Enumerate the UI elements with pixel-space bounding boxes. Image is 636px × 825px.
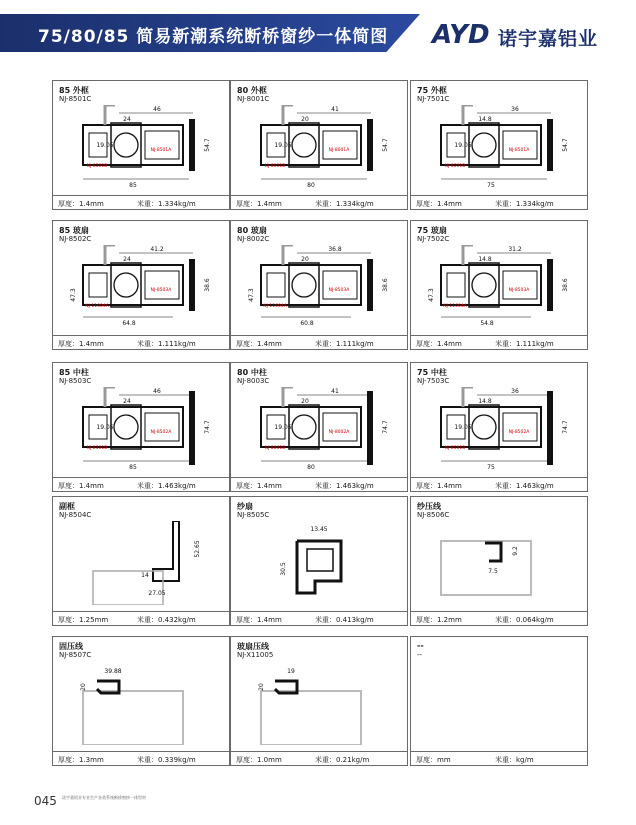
spec-row [411, 477, 587, 492]
dim-height: 20 [258, 683, 265, 691]
weight-value: 米重：0.064kg/m [495, 616, 554, 624]
fin [283, 105, 293, 125]
profile-code: NJ-7502C [417, 235, 450, 243]
profile-name: 80 玻扇 [237, 226, 267, 235]
profile-card [52, 496, 230, 626]
thermal-break [111, 405, 141, 449]
profile-drawing [411, 245, 587, 329]
dim-bottom: 64.8 [122, 320, 136, 327]
part-label-left: NJ-8001B [264, 446, 286, 451]
dim-inner: 14.8 [478, 116, 492, 123]
part-label-left: NJ-11604A [85, 304, 109, 309]
spec-row [411, 335, 587, 350]
spec-row [231, 195, 407, 210]
dim-height: 74.7 [562, 420, 569, 434]
page-header [0, 0, 636, 66]
profile-card [230, 496, 408, 626]
thickness-value: 厚度：mm [416, 756, 451, 764]
profile-drawing [411, 521, 587, 605]
fin [105, 105, 115, 125]
dim-width: 14 [141, 572, 149, 579]
center-chamber [292, 415, 316, 439]
profile-name: 玻扇压线 [237, 642, 269, 651]
dim-chamber: 19.05 [274, 424, 292, 431]
center-chamber [472, 415, 496, 439]
part-label-right: NJ-8501A [508, 148, 530, 153]
dim-inner: 24 [123, 116, 131, 123]
part-label-right: NJ-8502A [508, 430, 530, 435]
right-chamber [145, 271, 179, 299]
profile-code: NJ-8501C [59, 95, 92, 103]
profile-code: NJ-8001C [237, 95, 270, 103]
profile-card [410, 362, 588, 492]
left-chamber [447, 273, 465, 297]
dim-top: 36 [511, 106, 519, 113]
side-leg [189, 119, 195, 171]
part-label-left: NJ-8501B [444, 164, 466, 169]
weight-value: 米重：kg/m [495, 756, 534, 764]
profile-code: NJ-8504C [59, 511, 92, 519]
profile-drawing [53, 387, 229, 471]
screen-sash-chamber [307, 549, 333, 571]
dim-bottom: 80 [307, 464, 315, 471]
profile-drawing [231, 387, 407, 471]
profile-name: 纱压线 [417, 502, 441, 511]
dim-bottom: 75 [487, 182, 495, 189]
dim-inner: 20 [301, 256, 309, 263]
dim-inner: 24 [123, 256, 131, 263]
side-leg [547, 119, 553, 171]
dim-height: 38.6 [382, 278, 389, 292]
right-chamber [503, 413, 537, 441]
part-label-right: NJ-8503A [150, 288, 172, 293]
weight-value: 米重：1.463kg/m [495, 482, 554, 490]
fin [463, 245, 473, 265]
weight-value: 米重：0.432kg/m [137, 616, 196, 624]
side-leg [367, 259, 373, 311]
dim-height: 74.7 [204, 420, 211, 434]
side-leg [547, 259, 553, 311]
fin [105, 245, 115, 265]
profile-card [52, 220, 230, 350]
weight-value: 米重：0.21kg/m [315, 756, 370, 764]
dim-bottom: 80 [307, 182, 315, 189]
profile-drawing [53, 521, 229, 605]
dim-width: 13.45 [310, 526, 328, 533]
profile-code: NJ-8503C [59, 377, 92, 385]
profile-card [230, 362, 408, 492]
profile-drawing [53, 245, 229, 329]
dim-top: 36.8 [328, 246, 342, 253]
spec-row [411, 195, 587, 210]
profile-code: NJ-8502C [59, 235, 92, 243]
dim-height: 30.5 [280, 562, 287, 576]
profile-name: 85 玻扇 [59, 226, 89, 235]
spec-row [411, 751, 587, 766]
thermal-break [469, 123, 499, 167]
spec-row [411, 611, 587, 626]
weight-value: 米重：1.111kg/m [495, 340, 554, 348]
thickness-value: 厚度：1.4mm [58, 200, 104, 208]
dim-chamber: 19.05 [96, 142, 114, 149]
profile-name: -- [417, 641, 424, 650]
spec-row [53, 195, 229, 210]
thermal-break [289, 123, 319, 167]
profile-code: NJ-8507C [59, 651, 92, 659]
weight-value: 米重：0.339kg/m [137, 756, 196, 764]
center-chamber [114, 133, 138, 157]
page-number: 045 [34, 794, 57, 808]
profile-drawing [411, 105, 587, 189]
thermal-break [111, 123, 141, 167]
right-chamber [145, 413, 179, 441]
thickness-value: 厚度：1.3mm [58, 756, 104, 764]
part-label-right: NJ-8503A [508, 288, 530, 293]
right-chamber [145, 131, 179, 159]
dim-inner: 20 [301, 116, 309, 123]
mullion-extension [189, 391, 195, 465]
weight-value: 米重：1.334kg/m [495, 200, 554, 208]
context-frame [261, 691, 361, 745]
profile-drawing [411, 387, 587, 471]
logo-mark: AYD [432, 20, 490, 50]
dim-width: 39.88 [104, 668, 122, 675]
profile-name: 85 外框 [59, 86, 89, 95]
dim-height: 54.7 [382, 138, 389, 152]
context-frame [83, 691, 183, 745]
part-label-right: NJ-8001A [328, 148, 350, 153]
dim-chamber: 19.05 [96, 424, 114, 431]
dim-height: 9.2 [512, 546, 519, 556]
dim-chamber: 19.05 [274, 142, 292, 149]
profile-card [410, 80, 588, 210]
profile-name: 纱扇 [237, 502, 253, 511]
dim-height: 38.6 [204, 278, 211, 292]
thickness-value: 厚度：1.4mm [236, 340, 282, 348]
dim-height: 38.6 [562, 278, 569, 292]
profile-name: 副框 [59, 502, 75, 511]
part-label-left: NJ-11604A [263, 304, 287, 309]
dim-inner: 14.8 [478, 398, 492, 405]
thickness-value: 厚度：1.4mm [236, 200, 282, 208]
part-label-right: NJ-8002A [328, 430, 350, 435]
profile-card [410, 220, 588, 350]
part-label-left: NJ-8501B [444, 446, 466, 451]
screen-bead-profile [485, 543, 501, 561]
thickness-value: 厚度：1.25mm [58, 616, 109, 624]
logo-text: 诺宇嘉铝业 [498, 28, 599, 50]
dim-chamber: 19.05 [454, 424, 472, 431]
dim-left: 47.3 [428, 288, 435, 302]
part-label-left: NJ-8001B [264, 164, 286, 169]
part-label-right: NJ-8502A [150, 430, 172, 435]
dim-width: 7.5 [488, 568, 498, 575]
left-chamber [89, 273, 107, 297]
thermal-break [289, 405, 319, 449]
profile-card [52, 362, 230, 492]
weight-value: 米重：1.463kg/m [137, 482, 196, 490]
sub-frame-profile [153, 521, 179, 581]
thickness-value: 厚度：1.4mm [416, 340, 462, 348]
right-chamber [323, 131, 357, 159]
side-leg [189, 259, 195, 311]
profile-card [230, 636, 408, 766]
brand-logo [432, 18, 622, 52]
profile-card [410, 496, 588, 626]
center-chamber [472, 273, 496, 297]
spec-row [53, 751, 229, 766]
dim-top: 46 [153, 106, 161, 113]
thickness-value: 厚度：1.2mm [416, 616, 462, 624]
profile-name: 75 玻扇 [417, 226, 447, 235]
profile-name: 75 中柱 [417, 368, 447, 377]
dim-bottom: 60.8 [300, 320, 314, 327]
weight-value: 米重：1.111kg/m [137, 340, 196, 348]
profile-code: NJ-8003C [237, 377, 270, 385]
part-label-left: NJ-8501B [86, 164, 108, 169]
mullion-extension [367, 391, 373, 465]
fin [105, 387, 115, 407]
thickness-value: 厚度：1.4mm [58, 340, 104, 348]
profile-code: NJ-7501C [417, 95, 450, 103]
thermal-break [111, 263, 141, 307]
spec-row [231, 335, 407, 350]
right-chamber [323, 413, 357, 441]
fin [463, 105, 473, 125]
profile-name: 80 外框 [237, 86, 267, 95]
thickness-value: 厚度：1.4mm [416, 200, 462, 208]
profile-name: 固压线 [59, 642, 83, 651]
dim-left: 47.3 [70, 288, 77, 302]
dim-left: 47.3 [248, 288, 255, 302]
profile-drawing [231, 661, 407, 745]
center-chamber [292, 273, 316, 297]
right-chamber [503, 131, 537, 159]
weight-value: 米重：1.334kg/m [315, 200, 374, 208]
profile-card [230, 80, 408, 210]
profile-card [52, 80, 230, 210]
profile-code: NJ-8505C [237, 511, 270, 519]
spec-row [53, 611, 229, 626]
dim-inner: 20 [301, 398, 309, 405]
profile-code: NJ-7503C [417, 377, 450, 385]
thermal-break [469, 405, 499, 449]
dim-bottom: 85 [129, 464, 137, 471]
profile-name: 80 中柱 [237, 368, 267, 377]
dim-inner: 14.8 [478, 256, 492, 263]
dim-chamber: 19.05 [454, 142, 472, 149]
footer-note: 诺宇嘉铝业专业生产各类系统断桥窗纱一体型材 [62, 795, 146, 800]
center-chamber [472, 133, 496, 157]
spec-row [231, 751, 407, 766]
dim-bottom: 75 [487, 464, 495, 471]
center-chamber [114, 273, 138, 297]
right-chamber [503, 271, 537, 299]
spec-row [53, 477, 229, 492]
thickness-value: 厚度：1.4mm [236, 616, 282, 624]
fin [283, 387, 293, 407]
profile-card [230, 220, 408, 350]
dim-top: 41 [331, 388, 339, 395]
side-leg [367, 119, 373, 171]
dim-height: 52.65 [194, 540, 201, 558]
part-label-left: NJ-11604A [443, 304, 467, 309]
thermal-break [289, 263, 319, 307]
weight-value: 米重：1.463kg/m [315, 482, 374, 490]
spec-row [231, 477, 407, 492]
part-label-right: NJ-8503A [328, 288, 350, 293]
profile-code: -- [417, 651, 423, 659]
weight-value: 米重：0.413kg/m [315, 616, 374, 624]
dim-top: 41.2 [150, 246, 164, 253]
thermal-break [469, 263, 499, 307]
dim-top: 31.2 [508, 246, 522, 253]
dim-bottom: 54.8 [480, 320, 494, 327]
profile-drawing [231, 245, 407, 329]
fin [463, 387, 473, 407]
part-label-right: NJ-8501A [150, 148, 172, 153]
profile-card [52, 636, 230, 766]
thickness-value: 厚度：1.0mm [236, 756, 282, 764]
profile-drawing [53, 105, 229, 189]
spec-row [231, 611, 407, 626]
thickness-value: 厚度：1.4mm [58, 482, 104, 490]
left-chamber [267, 273, 285, 297]
profile-card [410, 636, 588, 766]
thickness-value: 厚度：1.4mm [416, 482, 462, 490]
weight-value: 米重：1.111kg/m [315, 340, 374, 348]
part-label-left: NJ-8501B [86, 446, 108, 451]
dim-height: 54.7 [204, 138, 211, 152]
dim-inner: 24 [123, 398, 131, 405]
center-chamber [292, 133, 316, 157]
thickness-value: 厚度：1.4mm [236, 482, 282, 490]
profile-drawing [231, 521, 407, 605]
dim-top: 46 [153, 388, 161, 395]
mullion-extension [547, 391, 553, 465]
fin [283, 245, 293, 265]
profile-code: NJ-8506C [417, 511, 450, 519]
page-title: 75/80/85 简易新潮系统断桥窗纱一体简图 [38, 27, 389, 47]
dim-height: 74.7 [382, 420, 389, 434]
dim-bottom: 85 [129, 182, 137, 189]
profile-code: NJ-8002C [237, 235, 270, 243]
weight-value: 米重：1.334kg/m [137, 200, 196, 208]
dim-top: 41 [331, 106, 339, 113]
right-chamber [323, 271, 357, 299]
profile-drawing [231, 105, 407, 189]
profile-drawing [53, 661, 229, 745]
center-chamber [114, 415, 138, 439]
profile-name: 75 外框 [417, 86, 447, 95]
dim-height: 54.7 [562, 138, 569, 152]
profile-code: NJ-X11005 [237, 651, 274, 659]
dim-width: 19 [287, 668, 295, 675]
profile-name: 85 中柱 [59, 368, 89, 377]
dim-top: 36 [511, 388, 519, 395]
dim-bottom: 27.05 [148, 590, 166, 597]
dim-height: 20 [80, 683, 87, 691]
spec-row [53, 335, 229, 350]
